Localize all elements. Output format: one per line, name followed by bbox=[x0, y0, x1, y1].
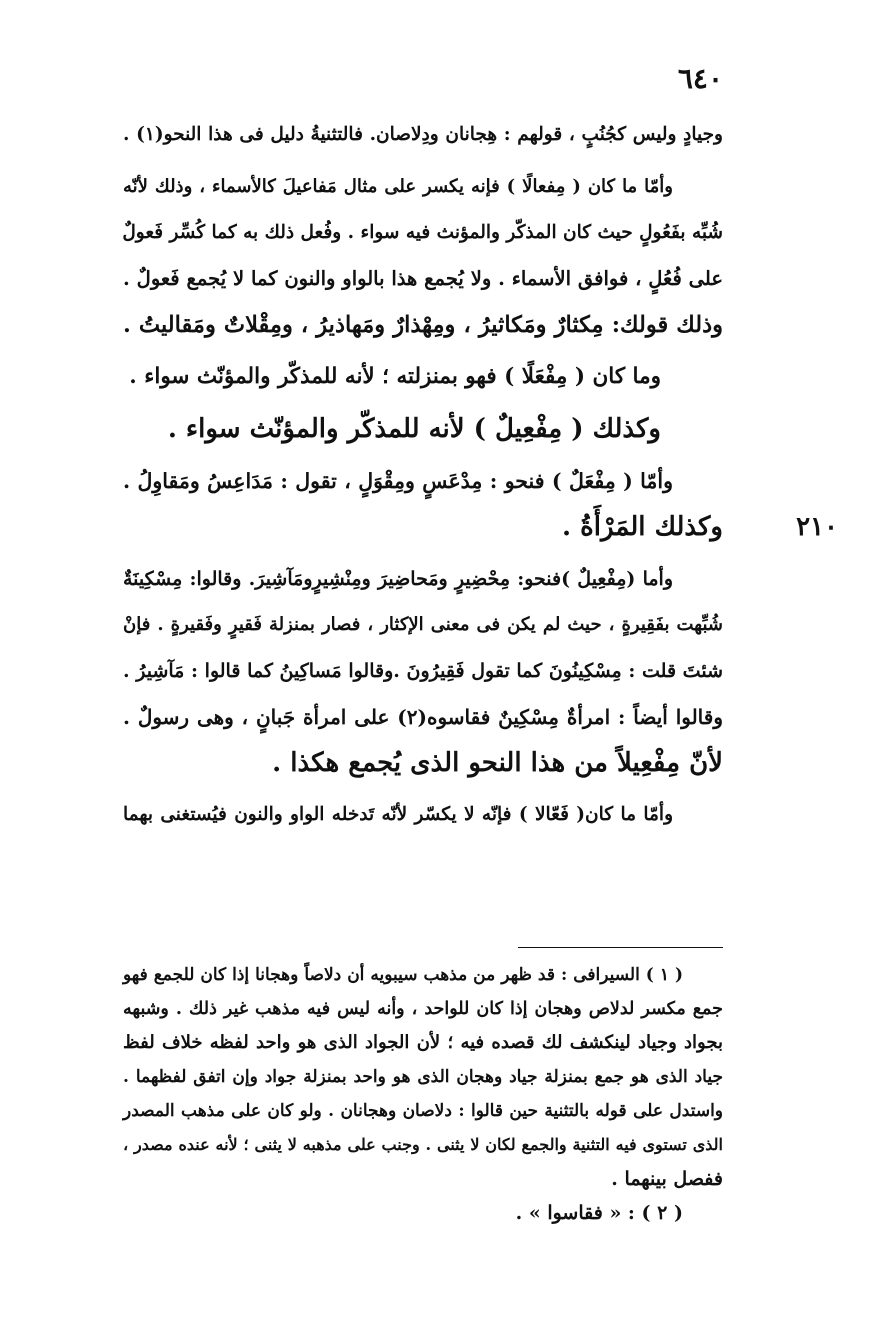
body-line: وأمّا ( مِفْعَلٌ ) فنحو : مِدْعَسٍ ومِقْوَلٍ ، تقول : مَدَاعِسُ ومَقاوِلُ . bbox=[123, 469, 673, 493]
footnote-line: جياد الذى هو جمع بمنزلة جياد وهجان الذى هو واحد بمنزلة جواد وإن اتفق لفظهما . bbox=[123, 1067, 723, 1087]
body-line: وجيادٍ وليس كجُنُبٍ ، قولهم : هِجانان ودِلاصان. فالتثنيةُ دليل فى هذا النحو(١) . bbox=[123, 124, 723, 145]
body-line: وأمّا ما كان( فَعّالا ) فإنّه لا يكسّر لأنّه تَدخله الواو والنون فيُستغنى بهما bbox=[123, 804, 673, 825]
footnote-line: واستدل على قوله بالتثنية حين قالوا : دلاصان وهجانان . ولو كان على مذهب المصدر bbox=[123, 1101, 723, 1121]
body-line: شُبِّهت بفَقِيرةٍ ، حيث لم يكن فى معنى الإكثار ، فصار بمنزلة فَقيرٍ وفَقيرةٍ . فإنْ bbox=[123, 614, 723, 635]
footnote-line: بجواد وجياد لينكشف لك قصده فيه ؛ لأن الجواد الذى هو واحد لفظه خلاف لفظ bbox=[123, 1032, 723, 1053]
footnote-line: ( ١ ) السيرافى : قد ظهر من مذهب سيبويه أن دلاصاً وهجانا إذا كان للجمع فهو bbox=[123, 965, 683, 985]
footnote-line: الذى تستوى فيه التثنية والجمع لكان لا يثنى . وجنب على مذهبه لا يثنى ؛ لأنه عنده مصدر ، bbox=[123, 1135, 723, 1154]
body-line: شُبِّه بفَعُولٍ حيث كان المذكّر والمؤنث فيه سواء . وفُعل ذلك به كما كُسِّر فَعولٌ bbox=[122, 222, 723, 243]
body-line: شئتَ قلت : مِسْكِينُونَ كما تقول فَقِيرُونَ .وقالوا مَساكِينُ كما قالوا : مَآشِيرُ . bbox=[123, 660, 723, 682]
body-line: وقالوا أيضاً : امرأةٌ مِسْكِينٌ فقاسوه(٢) على امرأة جَبانٍ ، وهى رسولٌ . bbox=[123, 705, 723, 729]
footnote-rule bbox=[518, 947, 723, 948]
body-line: وأمّا ما كان ( مِفعالًا ) فإنه يكسر على مثال مَفاعيلَ كالأسماء ، وذلك لأنّه bbox=[123, 176, 673, 197]
body-line: وما كان ( مِفْعَلًا ) فهو بمنزلته ؛ لأنه للمذكّر والمؤنّث سواء . bbox=[129, 364, 661, 389]
body-line: وكذلك المَرْأَةُ . bbox=[562, 512, 723, 542]
footnote-line: ففصل بينهما . bbox=[611, 1168, 723, 1190]
footnote-line: ( ٢ ) : « فقاسوا » . bbox=[515, 1202, 683, 1224]
footnote-line: جمع مكسر لدلاص وهجان إذا كان للواحد ، وأنه ليس فيه مذهب غير ذلك . وشبهه bbox=[123, 999, 723, 1019]
body-line: وكذلك ( مِفْعِيلٌ ) لأنه للمذكّر والمؤنّث سواء . bbox=[167, 414, 661, 444]
body-line: وأما (مِفْعِيلٌ )فنحو: مِحْضِيرٍ ومَحاضِيرَ ومِنْشِيرٍومَآشِيرَ. وقالوا: مِسْكِينَةٌ bbox=[123, 568, 673, 590]
page-number: ٦٤٠ bbox=[677, 62, 723, 95]
body-text bbox=[123, 112, 723, 838]
body-line: لأنّ مِفْعِيلاً من هذا النحو الذى يُجمع هكذا . bbox=[272, 748, 723, 778]
body-line: على فُعُلٍ ، فوافق الأسماء . ولا يُجمع هذا بالواو والنون كما لا يُجمع فَعولٌ . bbox=[123, 267, 723, 290]
footnotes bbox=[123, 958, 723, 1230]
margin-number: ٢١٠ bbox=[796, 512, 838, 542]
body-line: وذلك قولك: مِكثارٌ ومَكاثيرُ ، ومِهْذارٌ ومَهاذيرُ ، ومِقْلاتٌ ومَقاليتُ . bbox=[123, 312, 723, 338]
